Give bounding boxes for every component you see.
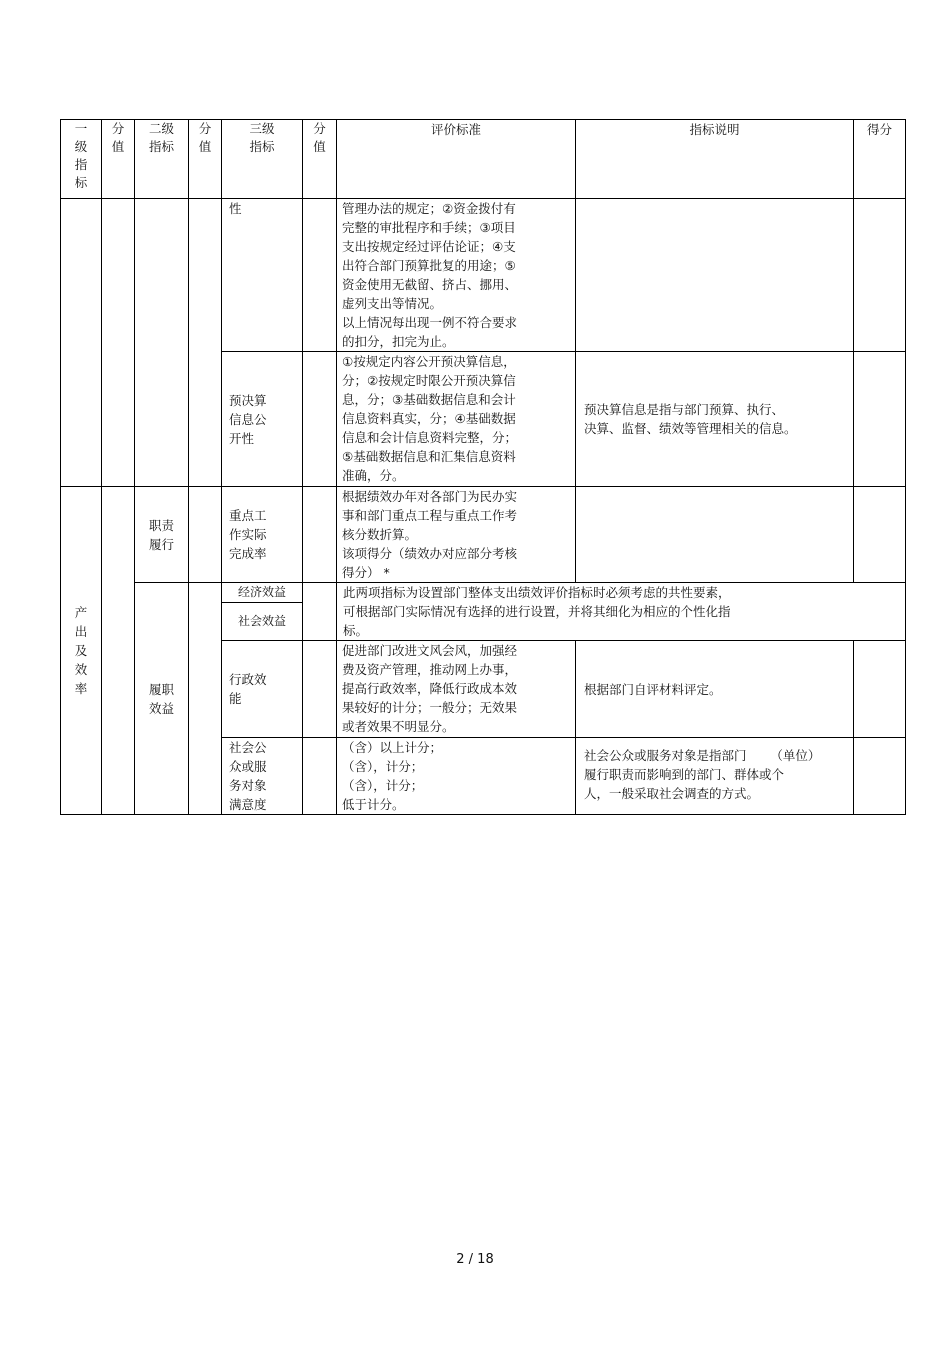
level2-cell-benefit — [135, 583, 189, 815]
score3-cell — [303, 352, 337, 487]
level1-char: 效 — [74, 662, 88, 677]
criteria-line: 准确，分。 — [342, 468, 405, 483]
explanation-cell — [576, 487, 854, 583]
merged-line: 标。 — [343, 623, 369, 638]
criteria-line: 得分） * — [342, 565, 390, 580]
score2-cell-empty — [189, 583, 222, 815]
score3-cell — [303, 487, 337, 583]
header-score2 — [189, 120, 222, 199]
evaluation-table — [60, 119, 906, 815]
table-header-row — [61, 120, 906, 199]
level2-text: 职责 — [148, 517, 174, 533]
level1-cell-output-efficiency — [61, 487, 102, 815]
page-number: 2 / 18 — [456, 1252, 494, 1267]
result-cell — [854, 641, 906, 738]
header-explanation: 指标说明 — [576, 120, 854, 199]
level1-char: 出 — [74, 624, 88, 639]
criteria-line: 低于计分。 — [342, 797, 405, 812]
header-result: 得分 — [854, 120, 906, 199]
criteria-line: 分；②按规定时限公开预决算信 — [342, 373, 516, 388]
level1-char: 产 — [74, 605, 88, 620]
score1-cell-empty — [102, 487, 135, 815]
level1-char: 率 — [74, 681, 88, 696]
level2-text: 效益 — [148, 700, 174, 716]
header-level1 — [61, 120, 102, 199]
score2-cell-empty — [189, 487, 222, 583]
criteria-line: 果较好的计分；一般分；无效果 — [342, 700, 518, 715]
level3-text: 信息公 — [229, 411, 267, 427]
header-score1-text: 分值 — [111, 121, 125, 154]
header-level1-text: 一级指标 — [74, 121, 88, 190]
level3-cell — [222, 738, 303, 815]
criteria-line: 支出按规定经过评估论证；④支 — [342, 239, 516, 254]
header-level3-text: 三级指标 — [249, 121, 275, 154]
header-score2-text: 分值 — [198, 121, 212, 154]
criteria-line: 完整的审批程序和手续；③项目 — [342, 220, 516, 235]
level3-text: 开性 — [229, 430, 255, 446]
explanation-cell — [576, 199, 854, 352]
level3-text: 满意度 — [229, 797, 267, 812]
criteria-cell — [337, 738, 576, 815]
criteria-line: 管理办法的规定；②资金拨付有 — [342, 201, 516, 216]
level3-text: 务对象 — [229, 778, 267, 793]
level3-text: 重点工 — [229, 508, 267, 523]
criteria-line: 以上情况每出现一例不符合要求 — [342, 315, 518, 330]
score3-cell — [303, 641, 337, 738]
criteria-cell — [337, 352, 576, 487]
explanation-line: 人，一般采取社会调查的方式。 — [584, 786, 760, 801]
criteria-line: 信息和会计信息资料完整，分； — [342, 430, 518, 445]
explanation-line: 履行职责而影响到的部门、群体或个 — [584, 767, 785, 782]
criteria-line: 根据绩效办年对各部门为民办实 — [342, 489, 518, 504]
header-score3 — [303, 120, 337, 199]
criteria-line: 该项得分（绩效办对应部分考核 — [342, 546, 518, 561]
explanation-line: 社会公众或服务对象是指部门 （单位） — [584, 748, 821, 763]
explanation-cell — [576, 738, 854, 815]
merged-line: 可根据部门实际情况有选择的进行设置，并将其细化为相应的个性化指 — [343, 604, 731, 619]
header-score1 — [102, 120, 135, 199]
criteria-cell — [337, 199, 576, 352]
criteria-line: 的扣分，扣完为止。 — [342, 334, 455, 349]
header-level3 — [222, 120, 303, 199]
criteria-cell — [337, 487, 576, 583]
score2-cell-empty — [189, 199, 222, 487]
criteria-line: 资金使用无截留、挤占、挪用、 — [342, 277, 518, 292]
merged-criteria-cell — [337, 583, 906, 641]
level3-cell — [222, 487, 303, 583]
score3-cell — [303, 583, 337, 641]
level3-cell-economic: 经济效益 — [222, 583, 303, 603]
level3-text: 预决算 — [229, 392, 267, 408]
level1-char: 及 — [74, 643, 88, 658]
result-cell — [854, 487, 906, 583]
criteria-line: 息，分；③基础数据信息和会计 — [342, 392, 516, 407]
header-level2-text: 二级指标 — [148, 121, 174, 154]
table-row — [61, 583, 906, 603]
criteria-line: 或者效果不明显分。 — [342, 719, 455, 734]
criteria-line: 虚列支出等情况。 — [342, 296, 443, 311]
level3-cell — [222, 641, 303, 738]
level3-text: 完成率 — [229, 546, 267, 561]
explanation-line: 决算、监督、绩效等管理相关的信息。 — [584, 421, 797, 436]
criteria-line: 促进部门改进文风会风，加强经 — [342, 643, 518, 658]
level3-text: 性 — [229, 201, 242, 216]
criteria-line: 信息资料真实，分；④基础数据 — [342, 411, 516, 426]
criteria-line: （含），计分； — [342, 778, 424, 793]
criteria-line: ⑤基础数据信息和汇集信息资料 — [342, 449, 516, 464]
result-cell — [854, 738, 906, 815]
level3-text: 社会公 — [229, 740, 267, 755]
level1-cell-empty — [61, 199, 102, 487]
result-cell — [854, 199, 906, 352]
criteria-line: 事和部门重点工程与重点工作考 — [342, 508, 518, 523]
explanation-line: 根据部门自评材料评定。 — [584, 681, 722, 697]
header-score3-text: 分值 — [313, 121, 326, 154]
explanation-line: 预决算信息是指与部门预算、执行、 — [584, 402, 785, 417]
criteria-line: （含）以上计分； — [342, 740, 443, 755]
explanation-cell — [576, 352, 854, 487]
level3-text: 作实际 — [229, 527, 267, 542]
criteria-line: 提高行政效率，降低行政成本效 — [342, 681, 518, 696]
criteria-line: ①按规定内容公开预决算信息， — [342, 354, 516, 369]
table-row — [61, 487, 906, 583]
level3-text: 能 — [229, 691, 242, 706]
level3-cell-social: 社会效益 — [222, 603, 303, 641]
header-criteria: 评价标准 — [337, 120, 576, 199]
level3-text: 行政效 — [229, 672, 267, 687]
criteria-cell — [337, 641, 576, 738]
criteria-line: （含），计分； — [342, 759, 424, 774]
criteria-line: 核分数折算。 — [342, 527, 418, 542]
score3-cell — [303, 738, 337, 815]
result-cell — [854, 352, 906, 487]
merged-line: 此两项指标为设置部门整体支出绩效评价指标时必须考虑的共性要素， — [343, 585, 731, 600]
explanation-cell — [576, 641, 854, 738]
level3-text: 众或服 — [229, 759, 267, 774]
level2-text: 履职 — [148, 681, 174, 697]
criteria-line: 费及资产管理，推动网上办事， — [342, 662, 518, 677]
score3-cell — [303, 199, 337, 352]
level2-cell-duty — [135, 487, 189, 583]
header-level2 — [135, 120, 189, 199]
score1-cell-empty — [102, 199, 135, 487]
level3-cell — [222, 199, 303, 352]
criteria-line: 出符合部门预算批复的用途；⑤ — [342, 258, 516, 273]
level3-cell — [222, 352, 303, 487]
table-row — [61, 199, 906, 352]
level2-cell-empty — [135, 199, 189, 487]
level2-text: 履行 — [148, 536, 174, 552]
